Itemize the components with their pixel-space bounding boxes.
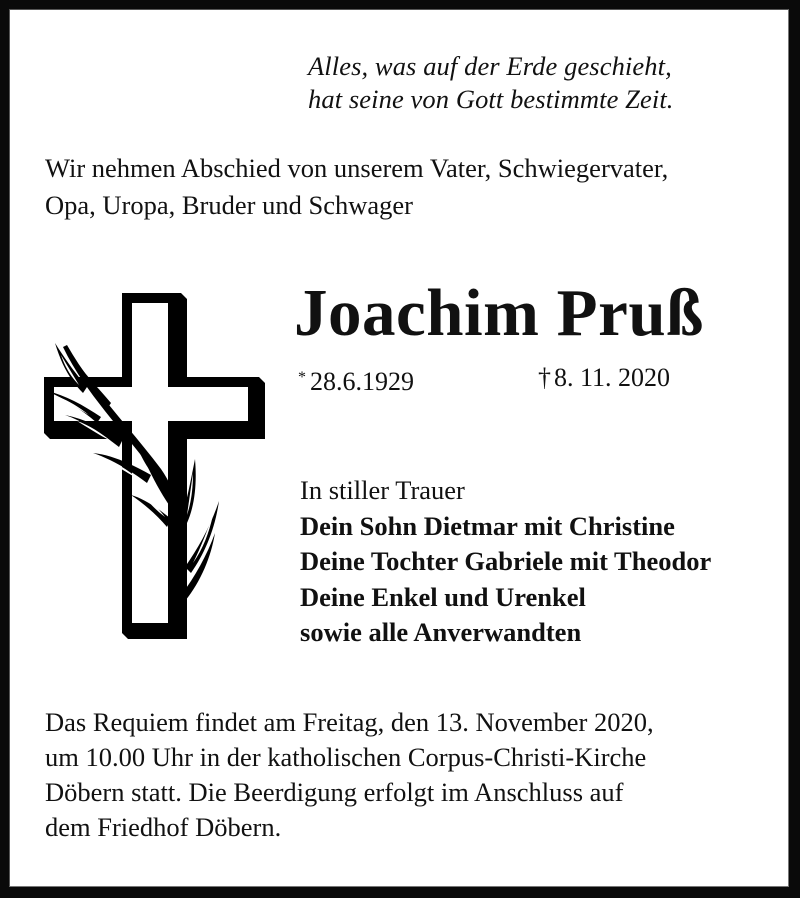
mourners-intro: In stiller Trauer xyxy=(300,475,465,505)
mourners-list xyxy=(300,473,711,651)
obituary-card xyxy=(9,9,789,887)
funeral-service-info xyxy=(45,705,654,845)
birth-date-value: 28.6.1929 xyxy=(310,367,414,396)
mourner-line: Dein Sohn Dietmar mit Christine xyxy=(300,510,675,541)
service-line: dem Friedhof Döbern. xyxy=(45,812,282,842)
bible-verse xyxy=(308,50,674,116)
birth-star-icon: * xyxy=(298,369,306,386)
service-line: Das Requiem findet am Freitag, den 13. November 2020, xyxy=(45,707,654,737)
bible-verse-line: Alles, was auf der Erde geschieht, xyxy=(308,51,672,81)
bible-verse-line: hat seine von Gott bestimmte Zeit. xyxy=(308,84,674,114)
farewell-line: Wir nehmen Abschied von unserem Vater, Schwiegervater, xyxy=(45,153,669,183)
mourner-line: sowie alle Anverwandten xyxy=(300,617,582,647)
death-date-value: 8. 11. 2020 xyxy=(554,363,671,392)
birth-date xyxy=(298,362,414,398)
mourner-line: Deine Tochter Gabriele mit Theodor xyxy=(300,546,712,576)
mourner-line: Deine Enkel und Urenkel xyxy=(300,581,586,612)
service-line: um 10.00 Uhr in der katholischen Corpus-Christi-Kirche xyxy=(45,742,647,772)
deceased-name: Joachim Pruß xyxy=(294,276,704,350)
farewell-text xyxy=(45,150,668,224)
service-line: Döbern statt. Die Beerdigung erfolgt im Anschluss auf xyxy=(45,777,624,807)
farewell-line: Opa, Uropa, Bruder und Schwager xyxy=(45,190,413,220)
death-date xyxy=(538,362,670,394)
dagger-icon: † xyxy=(538,363,551,392)
cross-with-palm-branch-icon xyxy=(35,283,275,647)
